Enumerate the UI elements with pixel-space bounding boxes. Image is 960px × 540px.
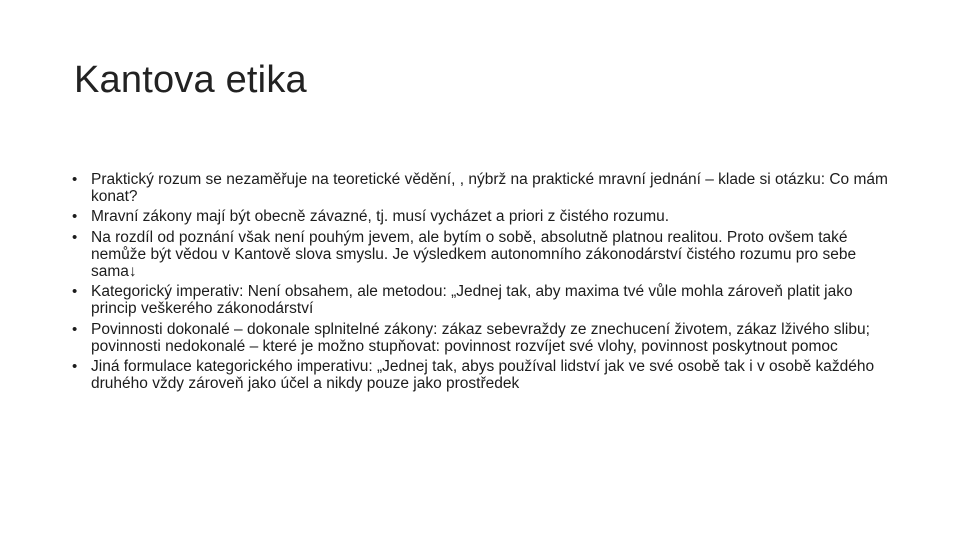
bullet-icon: • xyxy=(72,320,78,338)
bullet-icon: • xyxy=(72,208,78,226)
slide-title: Kantova etika xyxy=(74,59,307,101)
bullet-icon: • xyxy=(72,358,78,376)
bullet-list xyxy=(72,171,902,395)
bullet-item xyxy=(72,321,902,355)
bullet-text: Kategorický imperativ: Není obsahem, ale metodou: „Jednej tak, aby maxima tvé vůle mohla zároveň platit jako princip veškerého zákonodárství xyxy=(91,283,853,318)
bullet-item xyxy=(72,208,902,225)
bullet-icon: • xyxy=(72,171,78,188)
bullet-text: Povinnosti dokonalé – dokonale splnitelné zákony: zákaz sebevraždy ze znechucení životem, zákaz lživého slibu; povinnosti nedokonalé – které je možno stupňovat: povinnost rozvíjet své vlohy, povinnost poskytnout pomoc xyxy=(91,320,870,355)
bullet-text: Mravní zákony mají být obecně závazné, tj. musí vycházet a priori z čistého rozumu. xyxy=(91,208,670,226)
bullet-item xyxy=(72,171,902,205)
bullet-item xyxy=(72,229,902,281)
bullet-icon: • xyxy=(72,228,78,246)
bullet-text: Jiná formulace kategorického imperativu: „Jednej tak, abys používal lidství jak ve své osobě tak i v osobě každého druhého vždy zároveň jako účel a nikdy pouze jako prostředek xyxy=(91,358,875,393)
bullet-icon: • xyxy=(72,283,78,301)
bullet-item xyxy=(72,358,902,392)
bullet-text: Na rozdíl od poznání však není pouhým jevem, ale bytím o sobě, absolutně platnou realitou. Proto ovšem také nemůže být vědou v Kantově slova smyslu. Je výsledkem autonomního zákonodárství čistého rozumu pro sebe sama↓ xyxy=(91,228,857,281)
bullet-item xyxy=(72,283,902,317)
bullet-text: Praktický rozum se nezaměřuje na teoretické vědění, , nýbrž na praktické mravní jednání – klade si otázku: Co mám konat? xyxy=(91,171,888,206)
